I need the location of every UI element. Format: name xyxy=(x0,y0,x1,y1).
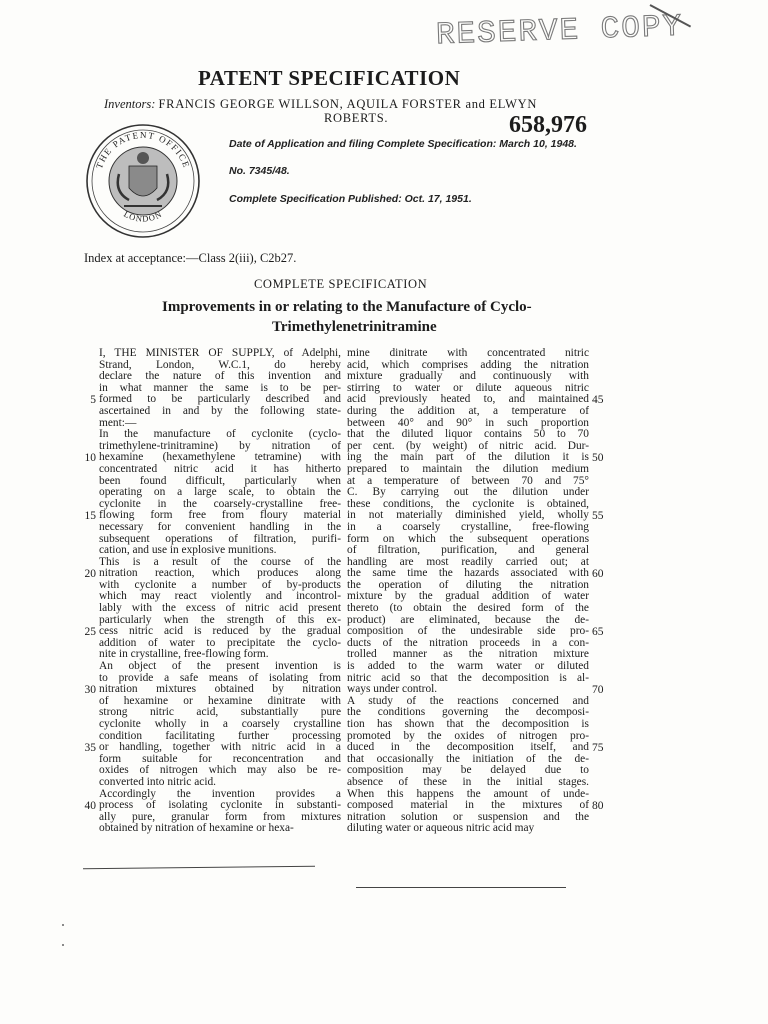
line-number: 15 xyxy=(84,510,96,523)
text-line: Strand, London, W.C.1, do hereby xyxy=(99,359,341,371)
text-line: with cyclonite a number of by-products xyxy=(99,579,341,591)
text-line: operating on a large scale, to obtain the xyxy=(99,487,341,499)
line-number: 50 xyxy=(592,452,604,465)
invention-title-line-2: Trimethylenetrinitramine xyxy=(272,319,437,335)
text-line: This is a result of the course of the xyxy=(99,556,341,568)
document-title: PATENT SPECIFICATION xyxy=(198,66,461,90)
text-line: declare the nature of this invention and xyxy=(99,371,341,383)
text-line: When this happens the amount of unde- xyxy=(347,788,589,800)
text-line: trolled manner as the nitration mixture xyxy=(347,649,589,661)
line-number: 30 xyxy=(84,684,96,697)
text-line: which may react violently and incontrol- xyxy=(99,591,341,603)
text-line: been found difficult, particularly when xyxy=(99,475,341,487)
text-line: lably with the excess of nitric acid present xyxy=(99,603,341,615)
text-line: ascertained in and by the following state- xyxy=(99,405,341,417)
line-number: 55 xyxy=(592,510,604,523)
text-line: product) are eliminated, because the de- xyxy=(347,614,589,626)
patent-office-seal xyxy=(84,122,202,240)
text-line: addition of water to precipitate the cyclo- xyxy=(99,637,341,649)
line-number: 70 xyxy=(592,684,604,697)
seal-bottom-text: LONDON xyxy=(122,208,164,224)
text-line: ing the main part of the dilution it is xyxy=(347,452,589,464)
text-line: composed material in the mixtures of xyxy=(347,800,589,812)
publication-date: Complete Specification Published: Oct. 17, 1951. xyxy=(229,193,472,205)
text-line: is added to the warm water or diluted xyxy=(347,661,589,673)
text-line: absence of these in the initial stages. xyxy=(347,776,589,788)
text-line: cyclonite wholly in a coarsely crystalline xyxy=(99,719,341,730)
text-line: form suitable for reconcentration and xyxy=(99,753,341,765)
text-line: form on which the subsequent operations xyxy=(347,533,589,545)
seal-top-text: THE PATENT OFFICE xyxy=(94,129,192,170)
line-number: 75 xyxy=(592,742,604,755)
text-line: composition of the undesirable side pro- xyxy=(347,626,589,638)
text-line: subsequent operations of filtration, purifi- xyxy=(99,533,341,545)
inventors-label: Inventors: xyxy=(104,97,156,111)
section-title: COMPLETE SPECIFICATION xyxy=(254,277,428,291)
text-line: I, THE MINISTER OF SUPPLY, of Adelphi, xyxy=(99,348,341,359)
text-line: trimethylene-trinitramine) by nitration of xyxy=(99,440,341,452)
text-line: ways under control. xyxy=(347,684,438,696)
text-line: necessary for convenient handling in the xyxy=(99,521,341,533)
text-line: that the diluted liquor contains 50 to 70 xyxy=(347,429,589,441)
line-number: 25 xyxy=(84,626,96,639)
text-line: nitration reaction, which produces along xyxy=(99,568,341,580)
text-line: ducts of the nitration proceeds in a con- xyxy=(347,637,589,649)
line-number: 5 xyxy=(90,394,96,407)
bottom-rule-right xyxy=(356,887,566,888)
text-line: flowing form free from floury material xyxy=(99,510,341,522)
text-line: A study of the reactions concerned and xyxy=(347,695,589,707)
left-text-column xyxy=(99,348,341,835)
text-line: prepared to maintain the dilution medium xyxy=(347,463,589,475)
text-line: the same time the hazards associated with xyxy=(347,568,589,580)
text-line: composition may be delayed due to xyxy=(347,765,589,777)
index-at-acceptance: Index at acceptance:—Class 2(iii), C2b27. xyxy=(84,251,297,265)
text-line: cyclonite in the coarsely-crystalline free- xyxy=(99,498,341,510)
text-line: of hexamine or hexamine dinitrate with xyxy=(99,695,341,707)
text-line: Accordingly the invention provides a xyxy=(99,788,341,800)
line-number: 40 xyxy=(84,800,96,813)
text-line: oxides of nitrogen which may also be re- xyxy=(99,765,341,777)
patent-number: 658,976 xyxy=(509,112,587,138)
inventors-line xyxy=(104,97,537,112)
text-line: ment:— xyxy=(99,417,137,429)
text-line: promoted by the oxides of nitrogen pro- xyxy=(347,730,589,742)
application-date: Date of Application and filing Complete Specification: March 10, 1948. xyxy=(229,138,577,150)
text-line: acid, which comprises adding the nitration xyxy=(347,359,589,371)
text-line: nitric acid so that the decomposition is al- xyxy=(347,672,589,684)
text-line: cation, and use in explosive munitions. xyxy=(99,545,277,557)
text-line: stirring to water or dilute aqueous nitric xyxy=(347,382,589,394)
text-line: in what manner the same is to be per- xyxy=(99,382,341,394)
text-line: strong nitric acid, substantially pure xyxy=(99,707,341,719)
text-line: tion has shown that the decomposition is xyxy=(347,719,589,730)
text-line: process of isolating cyclonite in substanti- xyxy=(99,800,341,812)
text-line: particularly when the strength of this ex- xyxy=(99,614,341,626)
text-line: these conditions, the cyclonite is obtained, xyxy=(347,498,589,510)
text-line: acid previously heated to, and maintained xyxy=(347,394,589,406)
inventors-names: FRANCIS GEORGE WILLSON, AQUILA FORSTER and ELWYN xyxy=(158,97,538,111)
scan-speck xyxy=(62,924,64,926)
text-line: during the addition at, a temperature of xyxy=(347,405,589,417)
text-line: C. By carrying out the dilution under xyxy=(347,487,589,499)
right-text-column xyxy=(347,348,589,835)
line-number: 10 xyxy=(84,452,96,465)
text-line: diluting water or aqueous nitric acid may xyxy=(347,823,535,835)
text-line: converted into nitric acid. xyxy=(99,776,217,788)
scan-speck xyxy=(62,944,64,946)
text-line: obtained by nitration of hexamine or hexa- xyxy=(99,823,294,835)
text-line: duced in the decomposition itself, and xyxy=(347,742,589,754)
text-line: condition facilitating further processing xyxy=(99,730,341,742)
text-line: nitration solution or suspension and the xyxy=(347,811,589,823)
text-line: the operation of diluting the nitration xyxy=(347,579,589,591)
text-line: thereto (to obtain the desired form of the xyxy=(347,603,589,615)
text-line: mine dinitrate with concentrated nitric xyxy=(347,348,589,359)
bottom-rule-left xyxy=(83,866,315,869)
text-line: In the manufacture of cyclonite (cyclo- xyxy=(99,429,341,441)
line-number: 60 xyxy=(592,568,604,581)
text-line: handling are most readily carried out; at xyxy=(347,556,589,568)
text-line: concentrated nitric acid it has hitherto xyxy=(99,463,341,475)
line-number: 45 xyxy=(592,394,604,407)
text-line: per cent. (by weight) of nitric acid. Dur- xyxy=(347,440,589,452)
reserve-copy-stamp: RESERVE COPY xyxy=(435,9,684,54)
text-line: nite in crystalline, free-flowing form. xyxy=(99,649,269,661)
text-line: of filtration, purification, and general xyxy=(347,545,589,557)
text-line: to provide a safe means of isolating from xyxy=(99,672,341,684)
text-line: nitration mixtures obtained by nitration xyxy=(99,684,341,696)
text-line: An object of the present invention is xyxy=(99,661,341,673)
text-line: or handling, together with nitric acid in a xyxy=(99,742,341,754)
line-number: 80 xyxy=(592,800,604,813)
text-line: ally pure, granular form from mixtures xyxy=(99,811,341,823)
text-line: that occasionally the initiation of the de- xyxy=(347,753,589,765)
text-line: the conditions governing the decomposi- xyxy=(347,707,589,719)
text-line: mixture gradually and continuously with xyxy=(347,371,589,383)
line-number: 20 xyxy=(84,568,96,581)
line-number: 35 xyxy=(84,742,96,755)
text-line: hexamine (hexamethylene tetramine) with xyxy=(99,452,341,464)
invention-title-line-1: Improvements in or relating to the Manufacture of Cyclo- xyxy=(162,299,532,315)
text-line: in a coarsely crystalline, free-flowing xyxy=(347,521,589,533)
application-number: No. 7345/48. xyxy=(229,165,290,177)
text-line: at a temperature of between 70 and 75° xyxy=(347,475,589,487)
text-line: between 40° and 90° in such proportion xyxy=(347,417,589,429)
text-line: formed to be particularly described and xyxy=(99,394,341,406)
line-number: 65 xyxy=(592,626,604,639)
text-line: in not materially diminished yield, wholly xyxy=(347,510,589,522)
text-line: mixture by the gradual addition of water xyxy=(347,591,589,603)
inventors-names-continued: ROBERTS. xyxy=(324,111,389,125)
text-line: cess nitric acid is reduced by the gradual xyxy=(99,626,341,638)
